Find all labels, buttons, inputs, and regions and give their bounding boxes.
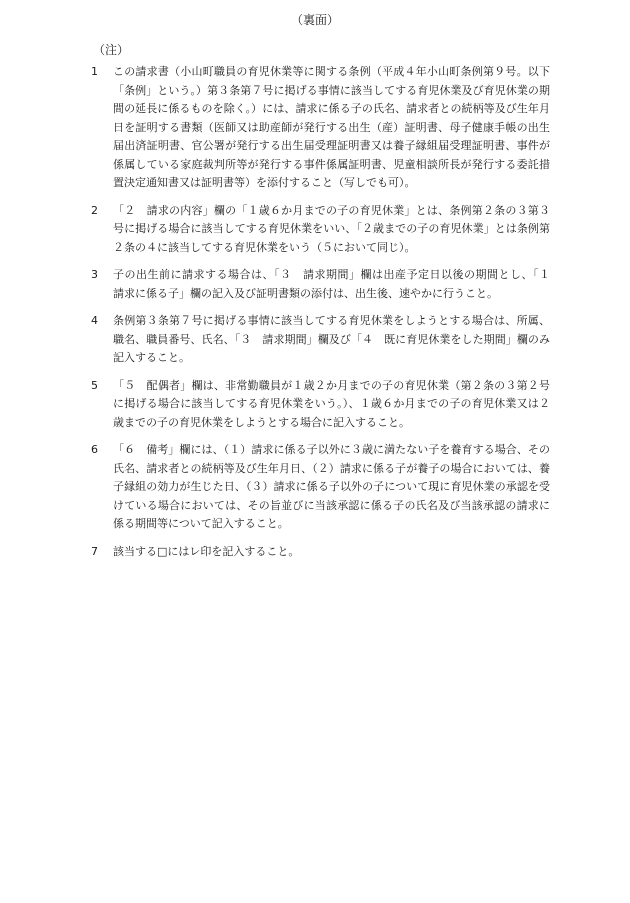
note-item-3 [91,266,561,303]
note-text: 条例第３条第７号に掲げる事情に該当してする育児休業をしようとする場合は、所属、職名、職員番号、氏名、「３ 請求期間」欄及び「４ 既に育児休業をした期間」欄のみ記入すること。 [113,314,550,364]
note-number: 2 [91,203,98,217]
note-number: 4 [91,314,98,327]
note-number: 7 [91,544,98,558]
note-item-1 [91,63,550,193]
note-header: （注） [93,43,130,57]
note-item-7 [91,543,550,562]
notes-list [91,63,561,570]
note-item-2 [91,202,550,258]
note-item-6 [91,441,550,534]
note-item-5 [91,377,550,433]
note-text: この請求書（小山町職員の育児休業等に関する条例（平成４年小山町条例第９号。以下「条例」という。）第３条第７号に掲げる事情に該当してする育児休業及び育児休業の期間の延長に係るものを除く。）には、請求に係る子の氏名、請求者との続柄等及び生年月日を証明する書類（医師又は助産師が発行する出生（産）証明書、母子健康手帳の出生届出済証明書、官公署が発行する出生届受理証明書又は養子縁組届受理証明書、事件が係属している家庭裁判所等が発行する事件係属証明書、児童相談所長が発行する委託措置決定通知書又は証明書等）を添付すること（写しでも可）。 [113,65,550,189]
note-number: 6 [91,443,98,456]
page-title: （裏面） [290,13,339,27]
note-number: 1 [91,65,98,78]
note-number: 3 [91,268,98,281]
note-number: 5 [91,378,98,392]
note-text: 該当する□にはレ印を記入すること。 [113,544,300,558]
note-item-4 [91,312,550,368]
note-text: 「２ 請求の内容」欄の「１歳６か月までの子の育児休業」とは、条例第２条の３第３号に掲げる場合に該当してする育児休業をいい、「２歳までの子の育児休業」とは条例第２条の４に該当してする育児休業をいう（５において同じ）。 [113,203,550,254]
note-text: 「６ 備考」欄には、（１）請求に係る子以外に３歳に満たない子を養育する場合、その氏名、請求者との続柄等及び生年月日、（２）請求に係る子が養子の場合においては、養子縁組の効力が生じた日、（３）請求に係る子以外の子について現に育児休業の承認を受けている場合においては、その旨並びに当該承認に係る子の氏名及び当該承認の請求に係る期間等について記入すること。 [113,443,550,530]
note-text: 子の出生前に請求する場合は、「３ 請求期間」欄は出産予定日以後の期間とし、「１ 請求に係る子」欄の記入及び証明書類の添付は、出生後、速やかに行うこと。 [113,268,561,300]
note-text: 「５ 配偶者」欄は、非常勤職員が１歳２か月までの子の育児休業（第２条の３第２号に掲げる場合に該当してする育児休業をいう。）、１歳６か月までの子の育児休業又は２歳までの子の育児休業をしようとする場合に記入すること。 [113,378,550,429]
